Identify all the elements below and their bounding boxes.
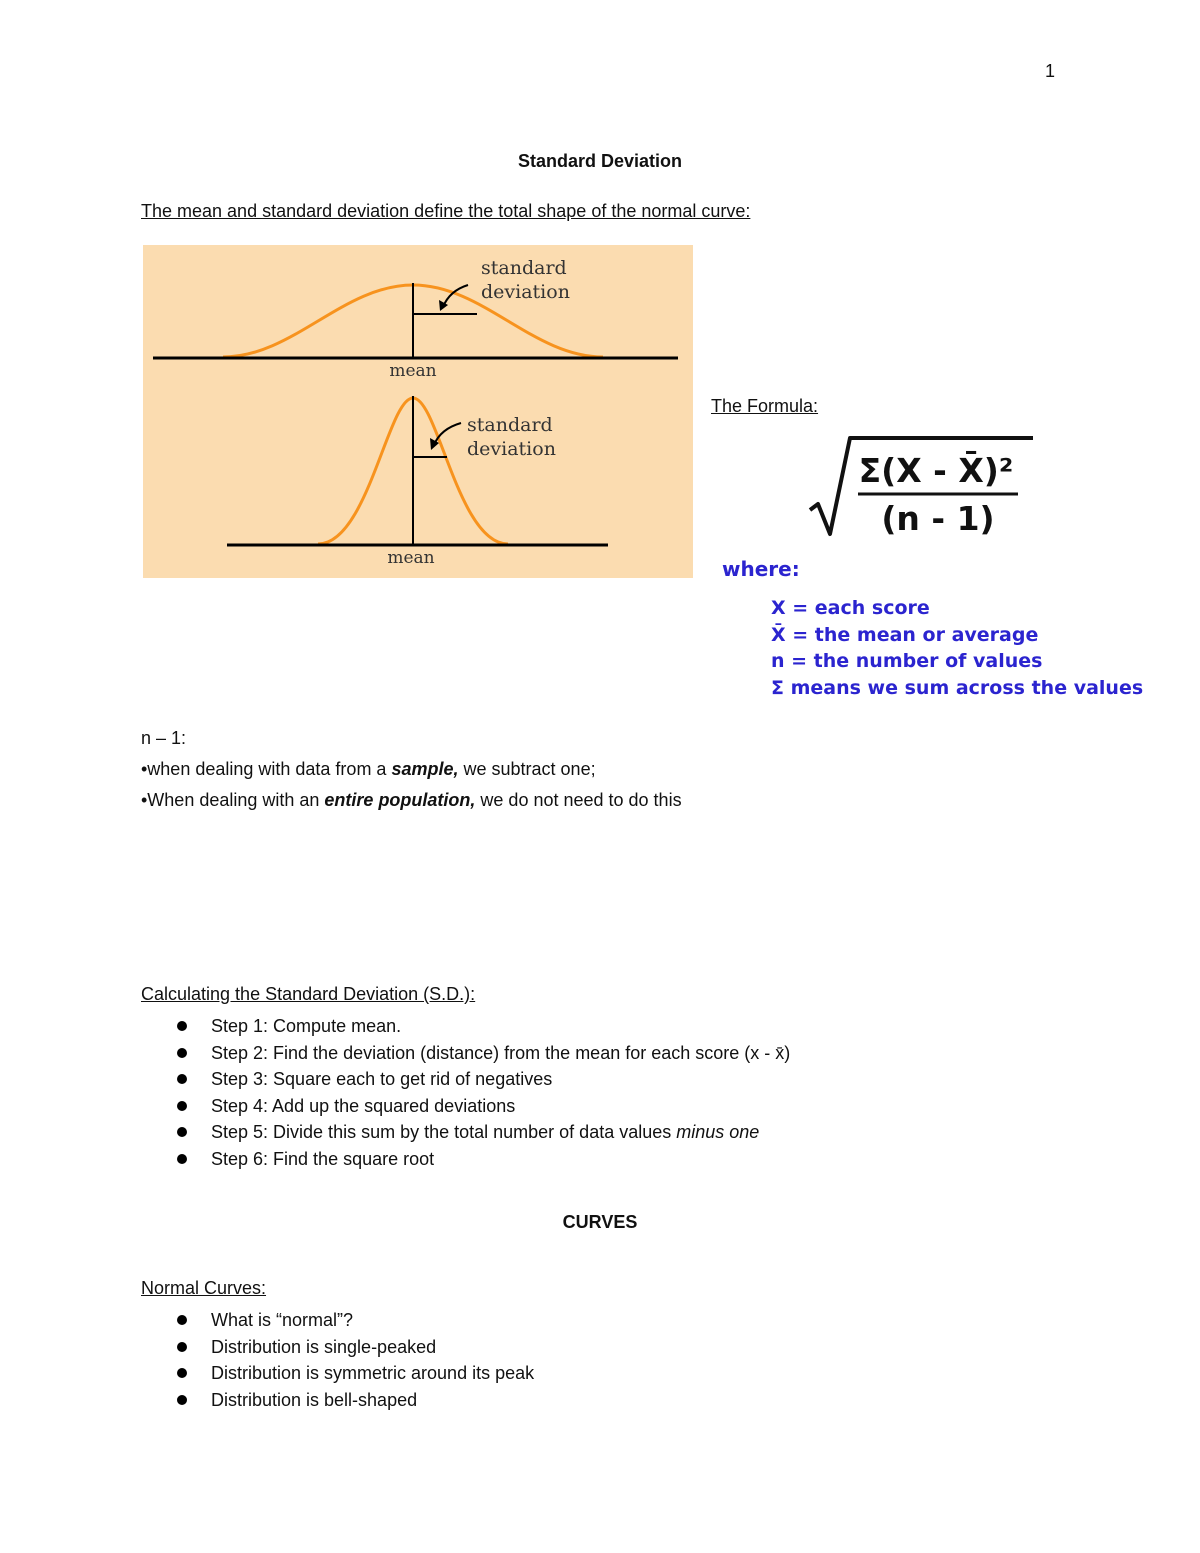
step-5-text: Step 5: Divide this sum by the total number of data values bbox=[211, 1122, 677, 1142]
top-sd-label-2: deviation bbox=[481, 281, 570, 303]
n-minus-one-heading: n – 1: bbox=[141, 728, 187, 748]
page-title: Standard Deviation bbox=[517, 151, 683, 171]
sample-note-em: sample, bbox=[391, 759, 459, 779]
formula-denominator: (n - 1) bbox=[881, 499, 995, 538]
list-item bbox=[141, 1015, 1041, 1042]
where-item: X̄ = the mean or average bbox=[771, 623, 1039, 646]
bullet-icon bbox=[177, 1101, 187, 1111]
list-item bbox=[141, 1389, 1041, 1416]
where-list bbox=[771, 595, 1143, 701]
curves-heading: CURVES bbox=[562, 1212, 638, 1232]
list-item bbox=[141, 1148, 1041, 1175]
curve-item-text: Distribution is symmetric around its peak bbox=[211, 1363, 535, 1383]
population-note-em: entire population, bbox=[324, 790, 476, 810]
list-item bbox=[141, 1042, 1041, 1069]
step-text: Step 4: Add up the squared deviations bbox=[211, 1095, 516, 1116]
curve-item-text: Distribution is single-peaked bbox=[211, 1336, 437, 1357]
steps-list bbox=[141, 1015, 1041, 1174]
step-text: Step 2: Find the deviation (distance) from the mean for each score (x - x̄) bbox=[211, 1042, 791, 1063]
bullet-icon bbox=[177, 1127, 187, 1137]
where-item: X = each score bbox=[771, 597, 930, 619]
normal-curves-list bbox=[141, 1309, 1041, 1415]
population-note-pre: •When dealing with an bbox=[141, 790, 325, 810]
figure-background bbox=[143, 245, 693, 578]
step-5-em: minus one bbox=[676, 1122, 760, 1142]
calculating-heading: Calculating the Standard Deviation (S.D.): bbox=[141, 984, 476, 1004]
bullet-icon bbox=[177, 1048, 187, 1058]
bottom-sd-label-1: standard bbox=[467, 414, 553, 436]
intro-text: The mean and standard deviation define the total shape of the normal curve: bbox=[141, 201, 751, 221]
formula-heading: The Formula: bbox=[711, 396, 819, 416]
top-mean-label: mean bbox=[389, 361, 437, 381]
step-text: Step 1: Compute mean. bbox=[211, 1016, 402, 1036]
formula-numerator: Σ(X - X̄)² bbox=[858, 451, 1014, 490]
bullet-icon bbox=[177, 1154, 187, 1164]
normal-curve-figure bbox=[143, 245, 693, 578]
bullet-icon bbox=[177, 1074, 187, 1084]
where-item: n = the number of values bbox=[771, 650, 1043, 672]
list-item bbox=[141, 1309, 1041, 1336]
list-item bbox=[141, 1336, 1041, 1363]
normal-curves-heading: Normal Curves: bbox=[141, 1278, 267, 1298]
bottom-sd-label-2: deviation bbox=[467, 438, 556, 460]
step-text: Step 3: Square each to get rid of negatives bbox=[211, 1069, 553, 1089]
sample-note-post: we subtract one; bbox=[458, 759, 596, 779]
where-label: where: bbox=[722, 557, 800, 581]
bottom-mean-label: mean bbox=[387, 548, 435, 568]
sample-note bbox=[141, 758, 596, 780]
bullet-icon bbox=[177, 1315, 187, 1325]
list-item bbox=[141, 1121, 1041, 1148]
bullet-icon bbox=[177, 1368, 187, 1378]
bullet-icon bbox=[177, 1342, 187, 1352]
curve-item-text: What is “normal”? bbox=[211, 1310, 354, 1330]
list-item bbox=[141, 1068, 1041, 1095]
step-text: Step 6: Find the square root bbox=[211, 1148, 435, 1169]
page-number: 1 bbox=[1045, 61, 1056, 81]
sd-formula bbox=[808, 432, 1040, 542]
list-item bbox=[141, 1362, 1041, 1389]
list-item bbox=[141, 1095, 1041, 1122]
population-note-post: we do not need to do this bbox=[475, 790, 682, 810]
curve-item-text: Distribution is bell-shaped bbox=[211, 1389, 418, 1410]
population-note bbox=[141, 789, 682, 811]
top-sd-label-1: standard bbox=[481, 257, 567, 279]
bullet-icon bbox=[177, 1395, 187, 1405]
bullet-icon bbox=[177, 1021, 187, 1031]
sample-note-pre: •when dealing with data from a bbox=[141, 759, 392, 779]
step-text bbox=[211, 1121, 759, 1143]
where-item: Σ means we sum across the values bbox=[771, 676, 1144, 699]
